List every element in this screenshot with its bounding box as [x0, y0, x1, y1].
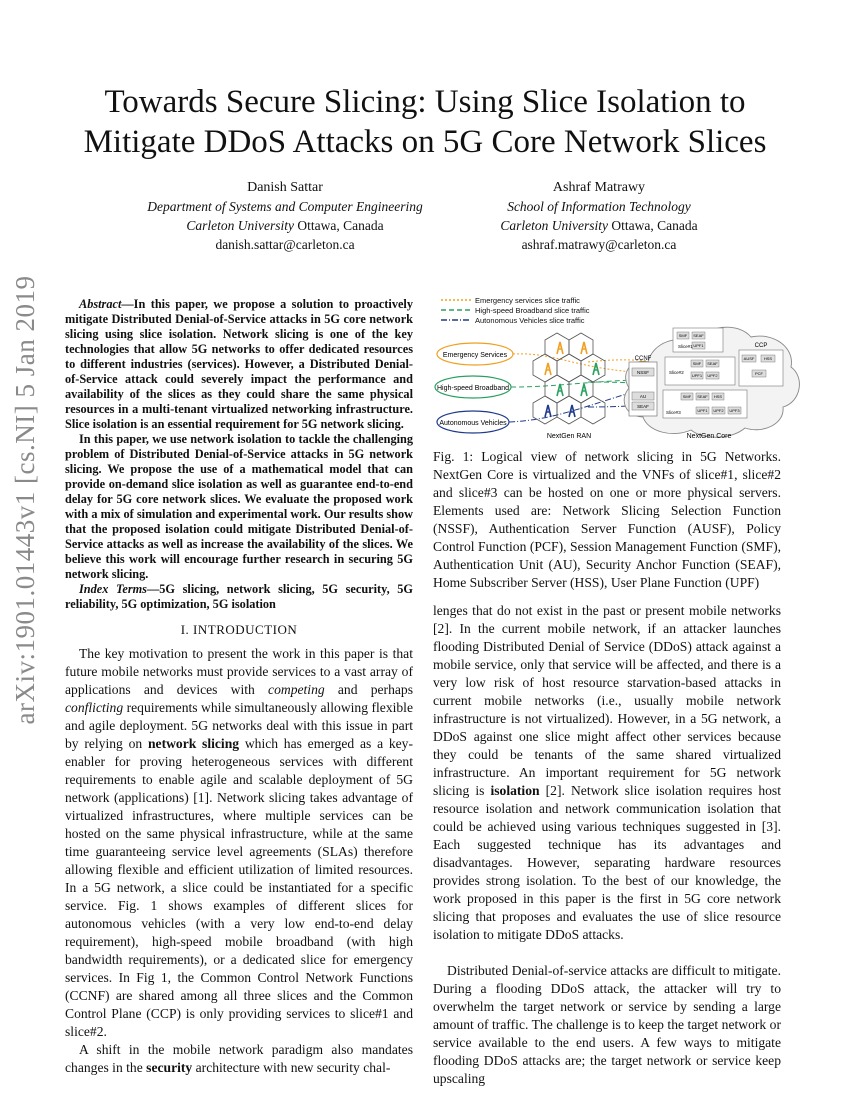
author-department: School of Information Technology	[507, 199, 691, 214]
svg-text:SMF: SMF	[692, 361, 702, 366]
abstract-label: Abstract	[79, 297, 122, 311]
svg-text:SMF: SMF	[678, 333, 688, 338]
autonomous-label: Autonomous Vehicles	[439, 420, 507, 427]
author-email[interactable]: danish.sattar@carleton.ca	[215, 237, 355, 252]
svg-text:CCP: CCP	[754, 343, 768, 349]
title-line-1: Towards Secure Slicing: Using Slice Isolation to	[104, 84, 746, 120]
author-city: Ottawa, Canada	[294, 218, 384, 233]
svg-text:HSS: HSS	[713, 394, 723, 399]
intro-paragraph-1: The key motivation to present the work in this paper is that future mobile networks must provide services to a vast array of applications and devices with competing and perhaps conflicting requirements while simultaneously allowing flexible and agile deployment. 5G networks deal with this issue in part by relying on network slicing which has emerged as a key-enabler for proving heterogeneous services with different requirements to enable agile and scalable deployment of 5G network (applications) [1]. Network slicing takes advantage of virtualized infrastructures, where multiple services can be hosted on the same physical infrastructure, while at the same time guaranteeing service level agreements (SLAs) therefore allowing flexible and efficient utilization of limited resources. In a 5G network, a slice could be instantiated for a specific service. Fig. 1 shows examples of different slices for autonomous vehicles (with a very low end-to-end delay requirement), high-speed mobile broadband (with high bandwidth requirements), or a dedicated slice for emergency services. In Fig 1, the Common Control Network Functions (CCNF) are shared among all three slices and the Common Control Plane (CCP) is only providing services to slice#1 and slice#2.	[65, 646, 414, 1039]
slice-3	[663, 390, 747, 418]
right-paragraph-2: Distributed Denial-of-service attacks are difficult to mitigate. During a flooding DDoS attack, the attacker will try to overwhelm the target network or service by sending a large amount of traffic. The challenge is to keep the target network or service available to the end users. A few ways to mitigate flooding DDoS attacks are; the target network or service keep upscaling	[433, 963, 781, 1086]
slice-2	[665, 357, 735, 385]
svg-text:Slice#3: Slice#3	[666, 410, 681, 415]
paper-title	[55, 82, 795, 162]
figure-1	[433, 292, 805, 444]
right-paragraph-1: lenges that do not exist in the past or present mobile networks [2]. In the current mobile network, if an attacker launches flooding Distributed Denial of Service (DDoS) attack against a mobile service, only that service will be affected, and there is a very low risk of host resource starvation-based attacks in current mobile networks (i.e., usually mobile network infrastructure is not virtualized). However, in a 5G network, a DDoS against one slice might affect other services because they could be tenants of the same shared virtualized infrastructure. An important requirement for 5G network slicing is isolation [2]. Network slice isolation requires host resource isolation and network communication isolation that could be achieved using various techniques suggested in [3]. Each suggested technique has its advantages and disadvantages. However, separating hardware resources provides strong isolation. To the best of our knowledge, the work proposed in this paper is the first in 5G core network slicing that proposes and evaluates the use of slice resource isolation to mitigate DDoS attacks.	[433, 603, 781, 942]
svg-text:Slice#1: Slice#1	[678, 344, 693, 349]
abstract	[65, 297, 413, 612]
svg-text:UPF1: UPF1	[691, 373, 703, 378]
author-city: Ottawa, Canada	[608, 218, 698, 233]
svg-text:AUSF: AUSF	[743, 356, 755, 361]
author-email[interactable]: ashraf.matrawy@carleton.ca	[521, 237, 677, 252]
core-label: NextGen Core	[686, 433, 732, 440]
arxiv-identifier: arXiv:1901.01443v1 [cs.NI] 5 Jan 2019	[10, 275, 40, 725]
svg-text:UPF1: UPF1	[693, 343, 704, 348]
figure-caption: Fig. 1: Logical view of network slicing in 5G Networks. NextGen Core is virtualized and the VNFs of slice#1, slice#2 and slice#3 can be hosted on one or more physical servers. Elements used are: Network Slicing Selection Function (NSSF), Authentication Server Function (AUSF), Policy Control Function (PCF), Session Management Function (SMF), Authentication Unit (AU), Security Anchor Function (SEAF), Home Subscriber Server (HSS), User Plane Function (UPF)	[433, 449, 781, 590]
legend-autonomous: Autonomous Vehicles slice traffic	[475, 316, 585, 325]
svg-text:NSSF: NSSF	[636, 370, 650, 375]
svg-text:Slice#2: Slice#2	[669, 370, 684, 375]
right-column	[433, 448, 781, 1088]
svg-text:HSS: HSS	[763, 356, 773, 361]
abstract-text-1: —In this paper, we propose a solution to proactively mitigate Distributed Denial-of-Service attacks in 5G core network slicing using slice isolation. Network slicing is one of the key technologies that allow 5G networks to offer dedicated resources to different industries (services). However, a Distributed Denial-of-Service attack could severely impact the performance and availability of the slices as they could share the same physical resources in a multi-tenant virtualized networking infrastructure. Slice isolation is an essential requirement for 5G network slicing.	[65, 297, 413, 431]
author-block-1	[105, 178, 465, 254]
svg-text:AU: AU	[639, 394, 647, 399]
title-line-2: Mitigate DDoS Attacks on 5G Core Network Slices	[83, 124, 767, 160]
ran-label: NextGen RAN	[546, 433, 592, 440]
svg-text:UPF2: UPF2	[713, 408, 724, 413]
section-heading: I. INTRODUCTION	[180, 622, 298, 637]
svg-text:UPF2: UPF2	[707, 373, 718, 378]
intro-paragraph-2: A shift in the mobile network paradigm also mandates changes in the security architecture with new security chal-	[65, 1042, 413, 1075]
author-name: Ashraf Matrawy	[552, 180, 646, 195]
index-terms-label: Index Terms	[79, 582, 147, 596]
svg-text:UPF1: UPF1	[697, 408, 708, 413]
svg-text:SEAF: SEAF	[693, 333, 704, 338]
index-terms: —5G slicing, network slicing, 5G security, 5G reliability, 5G optimization, 5G isolation	[65, 582, 414, 611]
ran-hex-grid	[533, 333, 605, 424]
author-block-2	[419, 178, 779, 254]
author-university: Carleton University	[186, 218, 295, 233]
tower-icons	[545, 342, 599, 417]
emergency-services-label: Emergency Services	[442, 352, 508, 359]
abstract-text-2: In this paper, we use network isolation to tackle the challenging problem of Distributed Denial-of-Service attacks in 5G network slicing. We propose the use of a mathematical model that can provide on-demand slice isolation as well as guarantee end-to-end delay for 5G core network slices. We evaluate the proposed work with a mix of simulation and experimental work. Our results show that the proposed isolation could mitigate Distributed Denial-of-Service attacks as well as increase the availability of the slices. We believe this work will encourage further research in securing 5G network slicing.	[65, 432, 413, 581]
left-column	[65, 297, 413, 1077]
svg-text:PCF: PCF	[755, 371, 763, 376]
svg-text:SEAF: SEAF	[697, 394, 708, 399]
figure-legend	[441, 296, 590, 325]
svg-text:SEAF: SEAF	[707, 361, 718, 366]
broadband-label: High-speed Broadband	[437, 385, 509, 392]
svg-text:UPF3: UPF3	[729, 408, 740, 413]
svg-text:SMF: SMF	[682, 394, 692, 399]
ccnf-label: CCNF	[634, 356, 652, 362]
author-name: Danish Sattar	[247, 180, 323, 195]
author-department: Department of Systems and Computer Engineering	[147, 199, 423, 214]
svg-text:SEAF: SEAF	[637, 404, 649, 409]
author-university: Carleton University	[500, 218, 609, 233]
legend-broadband: High-speed Broadband slice traffic	[475, 306, 590, 315]
legend-emergency: Emergency services slice traffic	[475, 296, 580, 305]
slice-1	[673, 328, 723, 352]
